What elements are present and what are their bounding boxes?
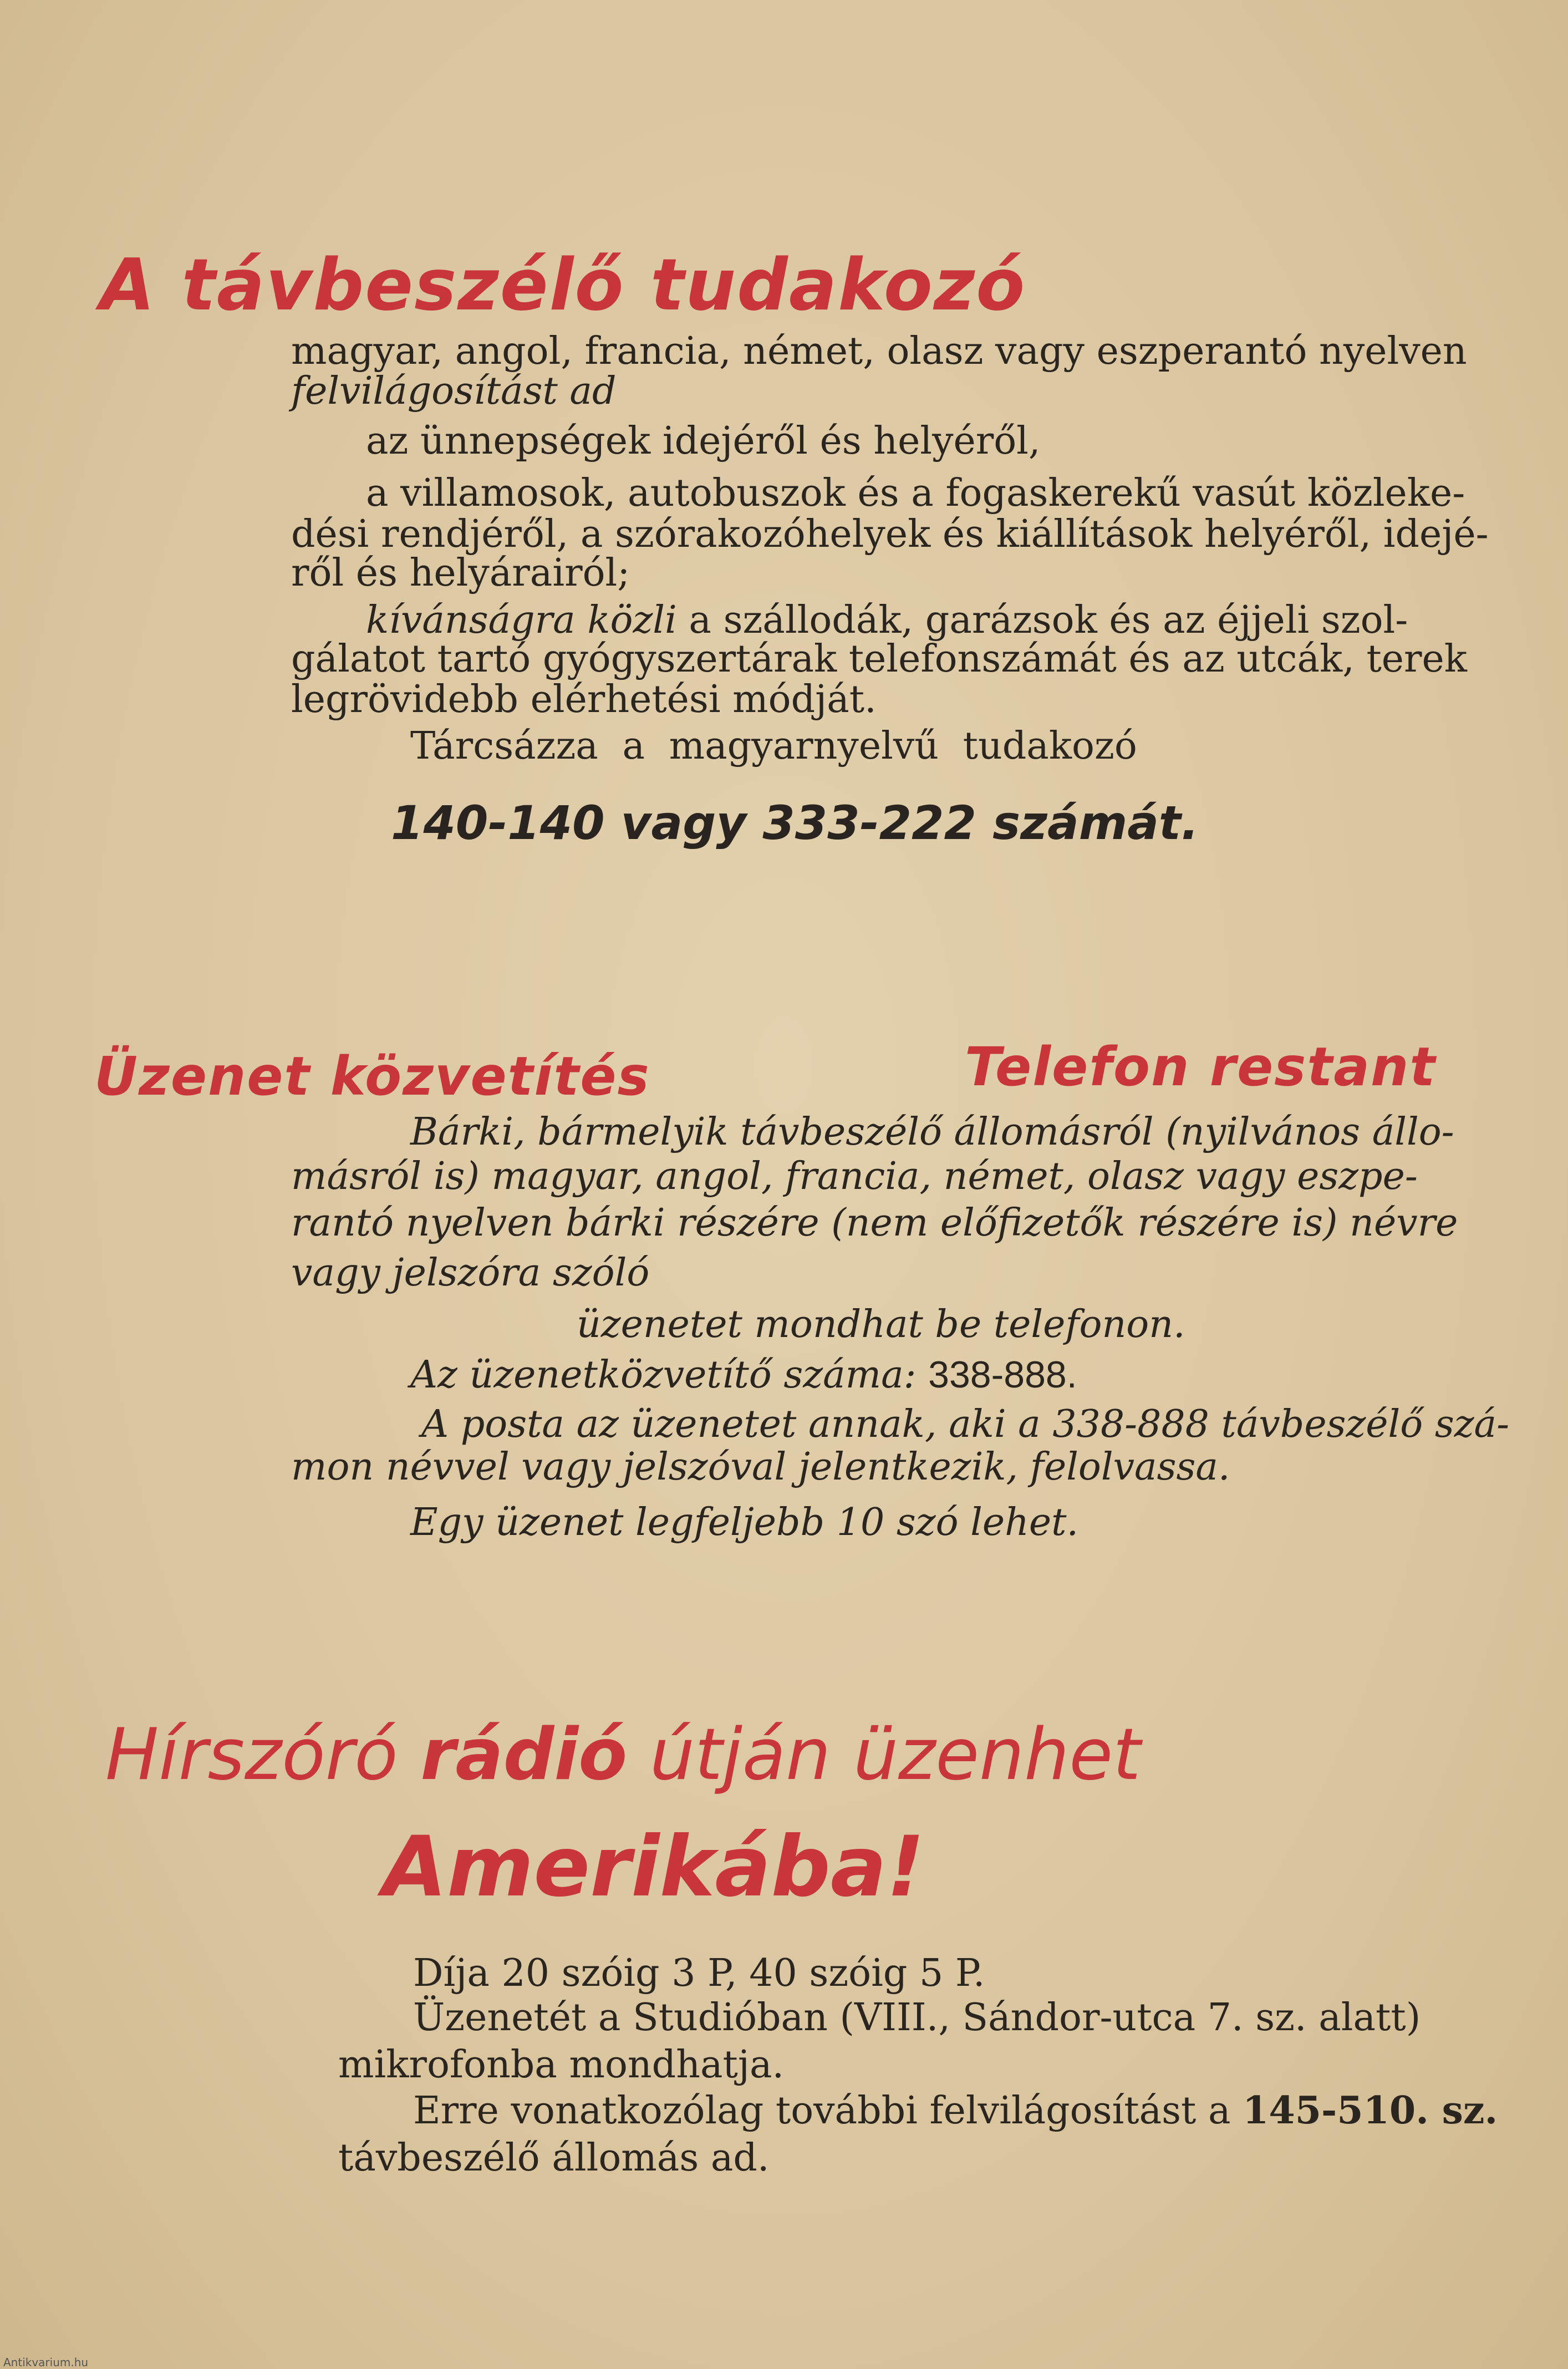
section1-heading: A távbeszélő tudakozó xyxy=(100,244,1026,327)
section1-line-9: legrövidebb elérhetési módját. xyxy=(291,678,877,721)
section3-line-4 xyxy=(413,2088,1498,2133)
section2-line-2: másról is) magyar, angol, francia, német, olasz vagy eszpe- xyxy=(291,1155,1418,1198)
section2-heading-left: Üzenet közvetítés xyxy=(94,1045,650,1107)
watermark: Antikvarium.hu xyxy=(3,2356,89,2369)
section3-line-2: Üzenetét a Studióban (VIII., Sándor-utca 7. sz. alatt) xyxy=(413,1996,1421,2040)
phone-number: 145-510. sz. xyxy=(1243,2088,1498,2133)
section1-line-10: Tárcsázza a magyarnyelvű tudakozó xyxy=(410,724,1137,768)
section2-line-7: mon névvel vagy jelszóval jelentkezik, felolvassa. xyxy=(291,1445,1230,1489)
section3-heading-line1 xyxy=(105,1714,1141,1796)
section1-line-8: gálatot tartó gyógyszertárak telefonszámát és az utcák, terek xyxy=(291,637,1467,681)
kivansagra-phrase: kívánságra közli xyxy=(366,598,677,642)
section2-line-5: üzenetet mondhat be telefonon. xyxy=(577,1303,1185,1346)
section2-line-6: A posta az üzenetet annak, aki a 338-888 távbeszélő szá- xyxy=(421,1402,1510,1446)
section3-heading-line2: Amerikába! xyxy=(383,1819,925,1915)
radio-word: rádió xyxy=(420,1714,628,1796)
section2-heading-right: Telefon restant xyxy=(965,1036,1437,1098)
section1-line-6: ről és helyárairól; xyxy=(291,551,630,595)
section1-line-5: dési rendjéről, a szórakozóhelyek és kiállítások helyéről, idejé- xyxy=(291,512,1489,556)
number-label: Az üzenetközvetítő száma: xyxy=(410,1353,929,1397)
section2-line-8: Egy üzenet legfeljebb 10 szó lehet. xyxy=(410,1501,1079,1544)
section1-line-1: magyar, angol, francia, német, olasz vagy eszperantó nyelven xyxy=(291,329,1467,373)
section3-line-1: Díja 20 szóig 3 P, 40 szóig 5 P. xyxy=(413,1951,985,1995)
section3-line-3: mikrofonba mondhatja. xyxy=(338,2043,785,2087)
section1-line-4: a villamosok, autobuszok és a fogaskerekű vasút közleke- xyxy=(366,471,1465,515)
section2-number-line xyxy=(410,1353,1077,1397)
section1-numbers: 140-140 vagy 333-222 számát. xyxy=(391,796,1199,850)
section2-line-3: rantó nyelven bárki részére (nem előfizetők részére is) névre xyxy=(291,1201,1458,1245)
line4-text: Erre vonatkozólag további felvilágosítást a xyxy=(413,2089,1243,2133)
utjan-word: útján üzenhet xyxy=(649,1714,1141,1796)
number-value: 338-888. xyxy=(928,1354,1077,1396)
section1-line-2: felvilágosítást ad xyxy=(291,369,617,413)
hirszoro-word: Hírszóró xyxy=(105,1714,398,1796)
section3-line-5: távbeszélő állomás ad. xyxy=(338,2136,770,2180)
section2-line-4: vagy jelszóra szóló xyxy=(291,1251,650,1295)
section2-line-1: Bárki, bármelyik távbeszélő állomásról (nyilvános állo- xyxy=(410,1110,1454,1154)
section1-line-7 xyxy=(366,598,1408,642)
kivansagra-rest: a szállodák, garázsok és az éjjeli szol- xyxy=(676,598,1408,642)
section1-line-3: az ünnepségek idejéről és helyéről, xyxy=(366,419,1041,463)
